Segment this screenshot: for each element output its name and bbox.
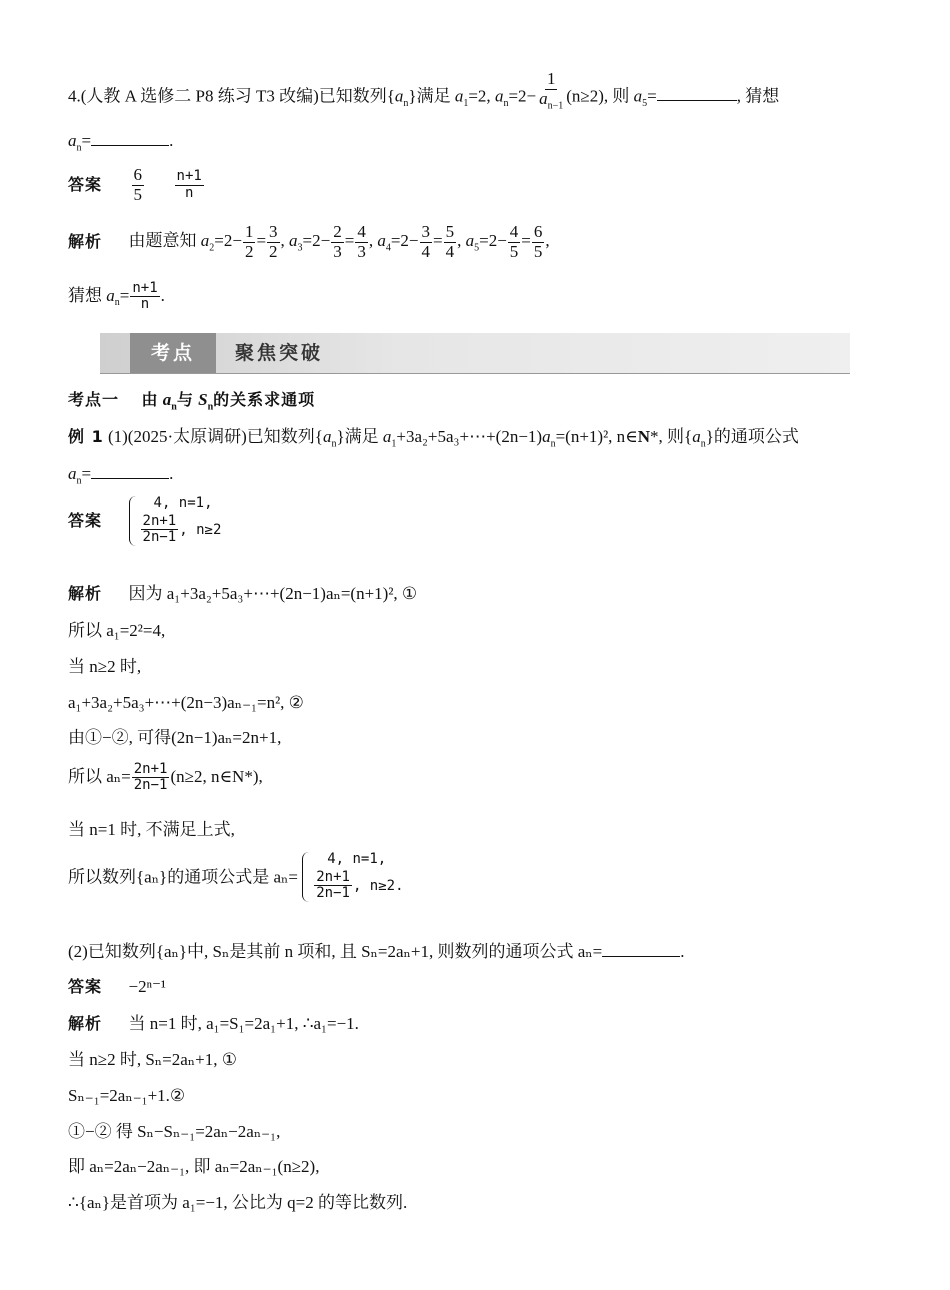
period: . — [169, 131, 174, 150]
frac-num: n+1 — [176, 168, 202, 185]
text: 的关系求通项 — [213, 390, 316, 409]
fraction — [532, 223, 545, 261]
frac-den: 2 — [269, 241, 278, 261]
rows — [140, 496, 222, 546]
example1-line2 — [68, 465, 173, 486]
sub: 1 — [391, 438, 397, 450]
sub: 5 — [474, 242, 480, 254]
brace — [302, 852, 309, 902]
frac-den — [537, 90, 565, 111]
fraction — [444, 223, 457, 261]
var-a: a — [454, 86, 464, 106]
text: }满足 — [336, 427, 383, 446]
period: . — [160, 285, 165, 305]
text: 与 — [176, 390, 194, 409]
part2-l5: 即 aₙ=2aₙ−2aₙ₋₁, 即 aₙ=2aₙ₋₁(n≥2), — [68, 1157, 320, 1176]
frac-num: 3 — [269, 222, 278, 241]
eq: = — [81, 464, 92, 483]
sub: 2 — [209, 242, 215, 254]
analysis-label: 解析 — [68, 1014, 103, 1033]
analysis2-l1 — [68, 585, 417, 602]
q4-ngeq: (n≥2), 则 — [566, 86, 634, 106]
q4-a5eq: = — [647, 86, 657, 106]
frac-den: 3 — [357, 241, 366, 261]
fraction — [508, 223, 521, 261]
fraction — [243, 223, 256, 261]
section-banner — [100, 333, 850, 374]
analysis1-line — [68, 223, 550, 261]
text: *, 则{ — [650, 427, 693, 446]
row: 4, n=1, — [327, 851, 387, 867]
frac-den: 5 — [509, 241, 519, 261]
var-a: a — [322, 427, 332, 446]
sub-n: n — [503, 97, 509, 109]
eq: = — [433, 231, 443, 251]
text: =2− — [390, 231, 419, 251]
frac-num: 4 — [357, 222, 366, 241]
frac-den: 2 — [244, 241, 254, 261]
sub: 3 — [297, 242, 303, 254]
q4-cond: =2, — [468, 86, 495, 106]
piecewise — [129, 496, 222, 546]
text: =2− — [302, 231, 331, 251]
fraction — [331, 223, 344, 261]
sub: n — [331, 438, 337, 450]
period: . — [680, 942, 685, 961]
frac-num: 1 — [546, 69, 556, 88]
frac-num: 2n+1 — [142, 513, 177, 529]
text: +3a₂+5a₃+⋯+(2n−1) — [396, 427, 543, 446]
sub-n-1: n−1 — [547, 100, 564, 112]
part2-l2: 当 n≥2 时, Sₙ=2aₙ+1, ① — [68, 1050, 237, 1069]
example-label: 例 1 — [68, 427, 104, 446]
eq: = — [521, 231, 531, 251]
analysis2-l8 — [68, 852, 404, 902]
text: 由 — [141, 390, 159, 409]
answer2-line — [68, 496, 221, 546]
banner-tag: 考点 — [130, 333, 216, 373]
frac-den: 2n−1 — [142, 529, 177, 546]
fraction — [130, 281, 159, 313]
sub-1: 1 — [463, 97, 469, 109]
analysis-label: 解析 — [68, 584, 103, 603]
var-a: a — [382, 427, 392, 446]
analysis-label: 解析 — [68, 232, 103, 252]
frac-num: 1 — [244, 222, 254, 241]
sub: n — [171, 401, 177, 413]
var-a: a — [633, 86, 643, 106]
answer-blank — [657, 99, 737, 101]
cond: , n≥2 — [179, 521, 222, 538]
eq: = — [256, 231, 267, 251]
set-n: N — [637, 427, 651, 446]
var-a: a — [394, 86, 404, 106]
fraction — [355, 223, 368, 261]
analysis2-l5: 由①−②, 可得(2n−1)aₙ=2n+1, — [68, 728, 282, 747]
var-a: a — [692, 427, 701, 446]
sub: n — [207, 401, 214, 413]
text: 当 n=1 时, a₁=S₁=2a₁+1, ∴a₁=−1. — [128, 1014, 359, 1033]
q4-line2 — [68, 132, 173, 153]
sub: n — [76, 475, 82, 487]
q4-line — [68, 69, 780, 112]
fraction — [267, 223, 280, 261]
guess-line — [68, 281, 165, 313]
frac-num: 6 — [533, 222, 543, 241]
answer-label: 答案 — [68, 510, 103, 530]
sub: n — [114, 297, 120, 309]
var-a: a — [162, 390, 172, 409]
frac-den: n — [184, 184, 194, 201]
answer1-line — [68, 166, 205, 204]
part2-l4: ①−② 得 Sₙ−Sₙ₋₁=2aₙ−2aₙ₋₁, — [68, 1122, 281, 1141]
part2-l3: Sₙ₋₁=2aₙ₋₁+1.② — [68, 1086, 186, 1105]
sub-n: n — [403, 97, 409, 109]
frac-num: 2 — [333, 222, 342, 241]
frac-num: n+1 — [132, 280, 158, 296]
text: 猜想 — [68, 285, 102, 305]
period: . — [169, 464, 174, 483]
q4-eq: =2− — [508, 86, 537, 106]
text: }的通项公式 — [705, 427, 799, 446]
fraction — [175, 169, 204, 201]
text: =(n+1)², n∈ — [555, 427, 638, 446]
frac-den: 2n−1 — [316, 885, 350, 902]
fraction — [132, 166, 145, 204]
analysis2-l7: 当 n=1 时, 不满足上式, — [68, 820, 235, 839]
brace — [129, 496, 136, 546]
text: 由题意知 — [128, 231, 197, 251]
fraction — [420, 223, 433, 261]
fraction — [537, 70, 565, 111]
q4-mid: }满足 — [408, 86, 455, 106]
analysis2-l6 — [68, 762, 263, 794]
frac-den: 5 — [533, 241, 543, 261]
var-a: a — [200, 231, 210, 251]
cond: , n≥2. — [352, 877, 404, 894]
row: 4, n=1, — [153, 495, 213, 511]
var-a: a — [542, 427, 551, 446]
sub: n — [700, 438, 706, 450]
frac-den: n — [140, 296, 150, 313]
part2-answer — [68, 978, 166, 995]
answer-blank — [602, 955, 680, 957]
var-a: a — [68, 131, 77, 150]
frac-num: 2n+1 — [133, 761, 168, 777]
var-a: a — [465, 231, 475, 251]
frac-num: 2n+1 — [316, 869, 350, 885]
frac-den: 3 — [333, 241, 342, 261]
frac-num: 3 — [421, 222, 431, 241]
analysis2-l4: a₁+3a₂+5a₃+⋯+(2n−3)aₙ₋₁=n², ② — [68, 693, 304, 712]
frac-den: 4 — [421, 241, 431, 261]
var-s: S — [198, 390, 208, 409]
eq: = — [119, 285, 130, 305]
text: (2)已知数列{aₙ}中, Sₙ是其前 n 项和, 且 Sₙ=2aₙ+1, 则数列的通项公式 aₙ= — [68, 942, 603, 961]
analysis2-l3: 当 n≥2 时, — [68, 657, 142, 676]
rows — [313, 852, 403, 902]
answer-blank — [91, 477, 169, 479]
var-a: a — [377, 231, 386, 251]
frac-den: 4 — [445, 241, 455, 261]
example1-line — [68, 428, 799, 449]
text: 因为 a₁+3a₂+5a₃+⋯+(2n−1)aₙ=(n+1)², ① — [128, 584, 418, 603]
frac-num: 6 — [133, 165, 143, 184]
part2-question — [68, 943, 684, 960]
var-a: a — [494, 86, 504, 106]
sub-5: 5 — [642, 97, 648, 109]
fraction — [314, 870, 352, 902]
analysis2-l2: 所以 a₁=2²=4, — [68, 621, 166, 640]
text: 所以数列{aₙ}的通项公式是 aₙ= — [68, 867, 298, 887]
q4-prefix: 4.(人教 A 选修二 P8 练习 T3 改编)已知数列{ — [68, 86, 395, 106]
fraction — [132, 762, 170, 794]
comma: , — [457, 231, 466, 251]
section-label: 考点一 — [68, 390, 120, 409]
part2-l6: ∴{aₙ}是首项为 a₁=−1, 公比为 q=2 的等比数列. — [68, 1193, 408, 1212]
answer-blank — [91, 144, 169, 146]
comma: , — [545, 231, 550, 251]
q4-guess: , 猜想 — [736, 86, 780, 106]
sub-n: n — [76, 142, 82, 154]
comma: , — [368, 231, 378, 251]
section-heading — [68, 391, 315, 412]
var-a: a — [289, 231, 298, 251]
text: =2− — [214, 231, 242, 251]
frac-den: 5 — [133, 184, 143, 204]
var-a: a — [106, 285, 115, 305]
frac-num: 5 — [445, 222, 455, 241]
frac-num: 4 — [509, 222, 519, 241]
frac-den: 2n−1 — [133, 777, 168, 794]
row — [140, 514, 222, 546]
sub: n — [550, 438, 556, 450]
eq: = — [81, 131, 92, 150]
var-a: a — [539, 88, 548, 108]
banner-title: 聚焦突破 — [235, 342, 324, 364]
part2-analysis-l1 — [68, 1015, 359, 1032]
eq: = — [344, 231, 355, 251]
text: =2− — [479, 231, 507, 251]
var-a: a — [68, 464, 77, 483]
sub: 4 — [385, 242, 391, 254]
answer-label: 答案 — [68, 977, 103, 996]
text: 所以 aₙ= — [68, 766, 131, 786]
answer-value: −2ⁿ⁻¹ — [128, 977, 167, 996]
fraction — [141, 514, 179, 546]
comma: , — [280, 231, 290, 251]
answer-label: 答案 — [68, 175, 103, 195]
piecewise — [302, 852, 403, 902]
row — [313, 870, 403, 902]
text: (n≥2, n∈N*), — [170, 766, 263, 786]
text: (1)(2025·太原调研)已知数列{ — [107, 427, 323, 446]
